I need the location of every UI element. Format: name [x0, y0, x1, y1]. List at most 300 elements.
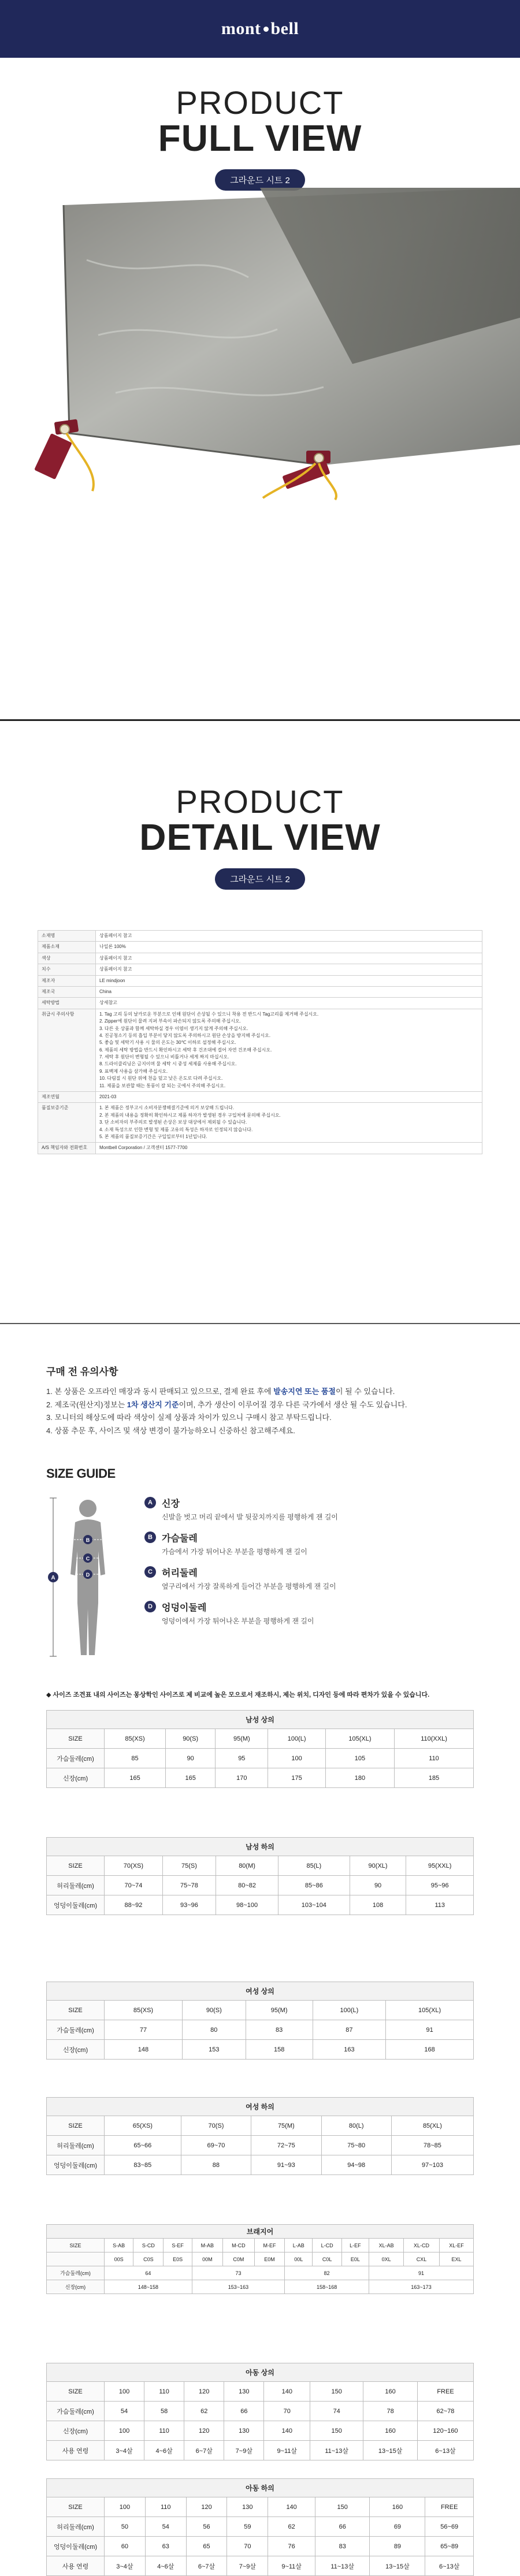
- size-table-head-cell: 100(L): [268, 1729, 325, 1749]
- spec-key: 품질보증기준: [38, 1103, 96, 1143]
- size-table-head-cell: 130: [224, 2382, 264, 2402]
- size-table: [46, 2363, 474, 2460]
- size-table-head-cell: 85(XL): [391, 2116, 473, 2136]
- size-table-cell: 110: [144, 2421, 184, 2441]
- size-table-cell: 신장(cm): [47, 2421, 105, 2441]
- size-measure-item: [144, 1496, 480, 1522]
- size-table-row: [47, 2266, 474, 2280]
- spec-key: 치수: [38, 964, 96, 975]
- size-table-head-cell: SIZE: [47, 1729, 105, 1749]
- size-table-caption: 남성 하의: [47, 1838, 474, 1856]
- size-table-cell: 100: [105, 2421, 144, 2441]
- logo-dot-icon: [263, 27, 269, 32]
- size-table-cell: 105: [325, 1749, 394, 1768]
- size-table-cell: 엉덩이둘레(cm): [47, 1895, 105, 1915]
- size-table-head-row: [47, 2001, 474, 2020]
- size-table-cell: 69: [370, 2517, 425, 2537]
- size-table-cell: 73: [192, 2266, 284, 2280]
- size-table-head-cell: 70(S): [181, 2116, 251, 2136]
- size-table: [46, 1837, 474, 1915]
- svg-text:D: D: [86, 1572, 90, 1578]
- size-table-cell: 83: [246, 2020, 313, 2040]
- size-table-head-cell: SIZE: [47, 1856, 105, 1876]
- size-table-head-row: [47, 1856, 474, 1876]
- size-measure-header: [144, 1531, 480, 1544]
- size-table-head-row: [47, 2497, 474, 2517]
- brand-header: [0, 0, 520, 58]
- size-table-cell: 62: [184, 2402, 224, 2421]
- size-table-head-cell: C0S: [133, 2252, 164, 2266]
- size-table-head-cell: 90(XL): [350, 1856, 406, 1876]
- size-table-cell: 11~13살: [315, 2556, 370, 2576]
- size-table-head-cell: 00M: [192, 2252, 222, 2266]
- size-table-cell: 148~158: [105, 2280, 192, 2294]
- size-table-cell: 66: [224, 2402, 264, 2421]
- size-table-caption-row: [47, 2363, 474, 2382]
- size-table-head-cell: E0M: [254, 2252, 284, 2266]
- size-table-cell: 78: [363, 2402, 418, 2421]
- size-table-cell: 88~92: [105, 1895, 163, 1915]
- size-table-head-cell: SIZE: [47, 2116, 105, 2136]
- size-table-cell: 가슴둘레(cm): [47, 2020, 105, 2040]
- size-table-cell: 80: [182, 2020, 246, 2040]
- size-table-row: [47, 2155, 474, 2175]
- size-table-head-cell: 160: [370, 2497, 425, 2517]
- size-table-head-cell: 160: [363, 2382, 418, 2402]
- size-table-cell: 95: [216, 1749, 268, 1768]
- size-measure-desc: 신발을 벗고 머리 끝에서 발 뒷꿈치까지를 평행하게 잰 길이: [162, 1513, 338, 1521]
- size-table-cell: 가슴둘레(cm): [47, 2266, 105, 2280]
- svg-text:A: A: [51, 1575, 55, 1581]
- size-table-head-cell: 75(S): [162, 1856, 216, 1876]
- spec-row: [38, 1092, 482, 1103]
- spec-value: 상품페이지 참고: [96, 953, 482, 964]
- size-table-caption: 여성 하의: [47, 2098, 474, 2116]
- size-table-head-cell: 75(M): [251, 2116, 321, 2136]
- size-measure-desc: 가슴에서 가장 튀어나온 부분을 평행하게 잰 길이: [162, 1548, 307, 1556]
- size-table-cell: 175: [268, 1768, 325, 1788]
- size-table-head-cell: 130: [227, 2497, 268, 2517]
- size-table-cell: 97~103: [391, 2155, 473, 2175]
- size-table-cell: 엉덩이둘레(cm): [47, 2537, 105, 2556]
- note-line-1: 1. 본 상품은 오프라인 매장과 동시 판매되고 있으므로, 결제 완료 후에 발송지연 또는 품절이 될 수 있습니다.: [46, 1386, 395, 1396]
- size-table-cell: 58: [144, 2402, 184, 2421]
- size-measure-name: 엉덩이둘레: [162, 1603, 207, 1613]
- size-table-cell: 60: [105, 2537, 146, 2556]
- size-table-head-cell: 120: [186, 2497, 227, 2517]
- spec-row: [38, 953, 482, 964]
- spec-row: [38, 975, 482, 986]
- size-table-cell: 94~98: [321, 2155, 391, 2175]
- size-table-cell: 9~11살: [264, 2441, 310, 2460]
- size-table-head-cell: [47, 2252, 105, 2266]
- size-measure-name: 신장: [162, 1499, 180, 1509]
- size-table-head-cell: 80(M): [216, 1856, 278, 1876]
- size-table-head-cell: FREE: [417, 2382, 473, 2402]
- size-table-caption-row: [47, 1838, 474, 1856]
- size-table-cell: 74: [310, 2402, 363, 2421]
- size-table-head-cell: 140: [268, 2497, 315, 2517]
- size-table-cell: 7~9살: [224, 2441, 264, 2460]
- size-table-cell: 59: [227, 2517, 268, 2537]
- size-table-cell: 62: [268, 2517, 315, 2537]
- size-measure-badge: B: [144, 1532, 156, 1543]
- size-measure-item: [144, 1531, 480, 1556]
- spec-value: Montbell Corporation / 고객센터 1577-7700: [96, 1143, 482, 1154]
- size-table-head-cell: 105(XL): [325, 1729, 394, 1749]
- body-silhouette-icon: [46, 1493, 116, 1661]
- size-table-cell: 54: [105, 2402, 144, 2421]
- size-table-caption-row: [47, 2098, 474, 2116]
- size-table-head-cell: E0S: [164, 2252, 192, 2266]
- size-table-row: [47, 2402, 474, 2421]
- size-table-head-cell: 80(L): [321, 2116, 391, 2136]
- size-table-cell: 75~80: [321, 2136, 391, 2155]
- spec-value: 1. 본 제품은 정부고시 소비자분쟁해결기준에 의거 보상해 드립니다. 2. 본 제품의 내용을 정확히 확인하시고 제품 하자가 발생된 경우 구입처에 문의해 주십시오. 3. 단 소비자의 부주의로 발생된 손상은 보상 대상에서 제외될 수 있습니다. 4. 소재 특성으로 인한 변형 및 제품 고유의 특성은 하자로 인정되지 않습니다. 5. 본 제품의 품질보증기간은 구입일로부터 1년입니다.: [96, 1103, 482, 1143]
- size-table-cell: 사용 연령: [47, 2556, 105, 2576]
- size-table-row: [47, 2421, 474, 2441]
- spec-value: 상품페이지 참고: [96, 964, 482, 975]
- spec-value: 상세참고: [96, 998, 482, 1009]
- size-table-head-cell: S-CD: [133, 2239, 164, 2252]
- size-table-row: [47, 2537, 474, 2556]
- size-table-row: [47, 1749, 474, 1768]
- size-table-cell: 163: [313, 2040, 386, 2060]
- size-table-head-cell: 95(XXL): [406, 1856, 474, 1876]
- size-table-row: [47, 1876, 474, 1895]
- size-table-cell: 신장(cm): [47, 2040, 105, 2060]
- size-table-cell: 93~96: [162, 1895, 216, 1915]
- size-table-cell: 3~4살: [105, 2556, 146, 2576]
- size-table-cell: 허리둘레(cm): [47, 2136, 105, 2155]
- size-table-head-cell: S-EF: [164, 2239, 192, 2252]
- size-table-head-cell: 00S: [105, 2252, 133, 2266]
- brand-logo: mont bell: [221, 19, 299, 38]
- spec-value: 상품페이지 참고: [96, 931, 482, 942]
- full-view-line2: FULL VIEW: [158, 117, 362, 159]
- size-table-cell: 163~173: [369, 2280, 474, 2294]
- size-table-cell: 4~6살: [144, 2441, 184, 2460]
- size-table-caption: 남성 상의: [47, 1711, 474, 1729]
- size-table-cell: 11~13살: [310, 2441, 363, 2460]
- size-table-head-row: [47, 1729, 474, 1749]
- size-table-head-cell: 110(XXL): [395, 1729, 474, 1749]
- size-table-row: [47, 1895, 474, 1915]
- size-table-cell: 62~78: [417, 2402, 473, 2421]
- size-table-row: [47, 2040, 474, 2060]
- spec-row: [38, 1009, 482, 1091]
- size-table-head-cell: 110: [144, 2382, 184, 2402]
- size-table-head-cell: SIZE: [47, 2497, 105, 2517]
- size-table-cell: 85~86: [278, 1876, 350, 1895]
- size-table-cell: 13~15살: [363, 2441, 418, 2460]
- size-table-cell: 80~82: [216, 1876, 278, 1895]
- size-table-cell: 120~160: [417, 2421, 473, 2441]
- size-table-cell: 64: [105, 2266, 192, 2280]
- size-table-cell: 90: [166, 1749, 216, 1768]
- size-table-head-cell: 90(S): [182, 2001, 246, 2020]
- size-table-cell: 76: [268, 2537, 315, 2556]
- size-table-cell: 75~78: [162, 1876, 216, 1895]
- size-table-cell: 가슴둘레(cm): [47, 2402, 105, 2421]
- size-table-head-cell: 95(M): [246, 2001, 313, 2020]
- size-table-cell: 50: [105, 2517, 146, 2537]
- size-guide-note: ◆ 사이즈 조견표 내의 사이즈는 몽상학인 사이즈로 제 비교에 높은 모으로서 재조하시, 제는 위치, 디자인 등에 따라 편차가 있을 수 있습니다.: [46, 1692, 430, 1698]
- size-table-cell: 158~168: [285, 2280, 369, 2294]
- size-table: [46, 1982, 474, 2060]
- size-measure-badge: A: [144, 1497, 156, 1508]
- size-table-caption-row: [47, 2479, 474, 2497]
- size-table-cell: 91~93: [251, 2155, 321, 2175]
- spec-key: 세탁방법: [38, 998, 96, 1009]
- spec-value: 2021-03: [96, 1092, 482, 1103]
- size-table-cell: 65~89: [425, 2537, 474, 2556]
- size-table-cell: 허리둘레(cm): [47, 1876, 105, 1895]
- size-table-head-cell: EXL: [439, 2252, 473, 2266]
- size-table-head-cell: C0M: [222, 2252, 254, 2266]
- note-line-3: 3. 모니터의 해상도에 따라 색상이 실제 상품과 차이가 있으니 구매시 참고 부탁드립니다.: [46, 1413, 332, 1422]
- size-measure-item: [144, 1566, 480, 1591]
- size-table-cell: 6~13살: [425, 2556, 474, 2576]
- size-table-cell: 83: [315, 2537, 370, 2556]
- size-table-head-cell: 100: [105, 2497, 146, 2517]
- spec-key: 색상: [38, 953, 96, 964]
- size-table-caption-row: [47, 1711, 474, 1729]
- size-table-cell: 140: [264, 2421, 310, 2441]
- size-table-caption-row: [47, 2225, 474, 2239]
- size-measure-desc: 엉덩이에서 가장 튀어나온 부분을 평행하게 잰 길이: [162, 1617, 314, 1625]
- size-table-cell: 6~7살: [184, 2441, 224, 2460]
- size-table-cell: 56~69: [425, 2517, 474, 2537]
- size-table-head-cell: 85(L): [278, 1856, 350, 1876]
- size-table-cell: 83~85: [105, 2155, 181, 2175]
- size-table-cell: 88: [181, 2155, 251, 2175]
- size-table: [46, 2224, 474, 2294]
- spec-value: LE mindjoon: [96, 975, 482, 986]
- detail-view-line2: DETAIL VIEW: [139, 816, 381, 858]
- detail-view-line1: PRODUCT: [176, 783, 344, 820]
- size-measure-header: [144, 1566, 480, 1579]
- size-table-head-cell: M-AB: [192, 2239, 222, 2252]
- size-table-cell: 65~66: [105, 2136, 181, 2155]
- size-table-head-cell: 100: [105, 2382, 144, 2402]
- size-measure-header: [144, 1496, 480, 1510]
- size-table-cell: 160: [363, 2421, 418, 2441]
- size-table-cell: 91: [369, 2266, 474, 2280]
- size-table-cell: 120: [184, 2421, 224, 2441]
- size-measure-header: [144, 1600, 480, 1614]
- spec-row: [38, 998, 482, 1009]
- size-table-cell: 6~7살: [186, 2556, 227, 2576]
- size-table-cell: 56: [186, 2517, 227, 2537]
- size-table-caption: 아동 상의: [47, 2363, 474, 2382]
- size-table-cell: 185: [395, 1768, 474, 1788]
- spec-key: 제조연월: [38, 1092, 96, 1103]
- size-table-head-cell: CXL: [404, 2252, 440, 2266]
- spec-key: 제품소재: [38, 942, 96, 953]
- purchase-notes: [46, 1363, 485, 1438]
- size-table-cell: 13~15살: [370, 2556, 425, 2576]
- size-table-cell: 170: [216, 1768, 268, 1788]
- spec-row: [38, 986, 482, 997]
- size-table-cell: 사용 연령: [47, 2441, 105, 2460]
- product-info-table: [38, 930, 482, 1154]
- size-table-head-cell: FREE: [425, 2497, 474, 2517]
- size-table-cell: 91: [386, 2020, 474, 2040]
- size-table-head-cell: L-EF: [341, 2239, 369, 2252]
- size-table-head-cell: E0L: [341, 2252, 369, 2266]
- size-table-cell: 7~9살: [227, 2556, 268, 2576]
- size-table-cell: 158: [246, 2040, 313, 2060]
- size-table-head-cell: 0XL: [369, 2252, 404, 2266]
- size-table-cell: 70: [227, 2537, 268, 2556]
- size-table-cell: 95~96: [406, 1876, 474, 1895]
- section-divider-2: [0, 1323, 520, 1324]
- size-measure-name: 허리둘레: [162, 1568, 198, 1578]
- size-table-cell: 6~13살: [417, 2441, 473, 2460]
- detail-view-title: [0, 783, 520, 890]
- size-table-cell: 113: [406, 1895, 474, 1915]
- size-table-cell: 150: [310, 2421, 363, 2441]
- size-table-cell: 153: [182, 2040, 246, 2060]
- size-measure-badge: D: [144, 1601, 156, 1612]
- size-table-cell: 신장(cm): [47, 2280, 105, 2294]
- size-table-cell: 70: [264, 2402, 310, 2421]
- size-table-head-row: [47, 2252, 474, 2266]
- size-table-head-cell: L-CD: [313, 2239, 341, 2252]
- size-table-head-row: [47, 2116, 474, 2136]
- size-table-head-cell: 100(L): [313, 2001, 386, 2020]
- spec-key: A/S 책임자와 전화번호: [38, 1143, 96, 1154]
- size-table-cell: 77: [105, 2020, 183, 2040]
- size-table-cell: 100: [268, 1749, 325, 1768]
- size-table-row: [47, 2441, 474, 2460]
- size-table-head-cell: 150: [310, 2382, 363, 2402]
- size-table-cell: 9~11살: [268, 2556, 315, 2576]
- size-table-head-cell: 65(XS): [105, 2116, 181, 2136]
- size-table-head-cell: XL-CD: [404, 2239, 440, 2252]
- size-table-cell: 69~70: [181, 2136, 251, 2155]
- size-table-head-cell: 00L: [285, 2252, 313, 2266]
- size-table-row: [47, 2517, 474, 2537]
- size-table-cell: 108: [350, 1895, 406, 1915]
- size-table: [46, 1710, 474, 1788]
- size-table-head-row: [47, 2239, 474, 2252]
- size-table-cell: 165: [105, 1768, 166, 1788]
- size-table-head-cell: 95(M): [216, 1729, 268, 1749]
- size-table-head-cell: 140: [264, 2382, 310, 2402]
- size-table-cell: 54: [145, 2517, 186, 2537]
- note-line-2: 2. 제조국(원산지)정보는 1차 생산지 기준이며, 추가 생산이 이루어질 경우 다른 국가에서 생산 될 수도 있습니다.: [46, 1400, 407, 1409]
- spec-row: [38, 1103, 482, 1143]
- spec-key: 제조국: [38, 986, 96, 997]
- size-table-cell: 엉덩이둘레(cm): [47, 2155, 105, 2175]
- size-table-cell: 180: [325, 1768, 394, 1788]
- spec-row: [38, 931, 482, 942]
- spec-value: China: [96, 986, 482, 997]
- size-table-cell: 98~100: [216, 1895, 278, 1915]
- svg-text:B: B: [86, 1537, 90, 1543]
- size-table-head-cell: S-AB: [105, 2239, 133, 2252]
- size-table-cell: 65: [186, 2537, 227, 2556]
- note-line-4: 4. 상품 추문 후, 사이즈 및 색상 변경이 불가능하오니 신중하신 참고해주세요.: [46, 1426, 295, 1435]
- full-view-line1: PRODUCT: [176, 84, 344, 121]
- size-measure-badge: C: [144, 1566, 156, 1578]
- size-table-head-cell: L-AB: [285, 2239, 313, 2252]
- size-table-cell: 85: [105, 1749, 166, 1768]
- size-table-cell: 78~85: [391, 2136, 473, 2155]
- svg-text:C: C: [86, 1556, 90, 1562]
- size-table-cell: 72~75: [251, 2136, 321, 2155]
- size-table-cell: 130: [224, 2421, 264, 2441]
- spec-row: [38, 1143, 482, 1154]
- size-table-head-cell: 105(XL): [386, 2001, 474, 2020]
- size-table-head-cell: 110: [145, 2497, 186, 2517]
- spec-key: 취급시 주의사항: [38, 1009, 96, 1091]
- size-table-cell: 82: [285, 2266, 369, 2280]
- spec-row: [38, 942, 482, 953]
- size-table-cell: 153~163: [192, 2280, 284, 2294]
- size-table-cell: 3~4살: [105, 2441, 144, 2460]
- size-table-head-row: [47, 2382, 474, 2402]
- section-divider: [0, 719, 520, 721]
- size-table-head-cell: 120: [184, 2382, 224, 2402]
- size-table-cell: 63: [145, 2537, 186, 2556]
- size-table-row: [47, 2136, 474, 2155]
- size-table-head-cell: 90(S): [166, 1729, 216, 1749]
- size-table: [46, 2478, 474, 2576]
- size-table-cell: 70~74: [105, 1876, 163, 1895]
- notes-title: 구매 전 유의사항: [46, 1366, 118, 1377]
- size-measure-desc: 옆구리에서 가장 잘록하게 들어간 부분을 평행하게 잰 길이: [162, 1582, 336, 1590]
- size-table-head-cell: C0L: [313, 2252, 341, 2266]
- size-table-row: [47, 2020, 474, 2040]
- spec-row: [38, 964, 482, 975]
- size-table-head-cell: 85(XS): [105, 1729, 166, 1749]
- size-table-head-cell: 150: [315, 2497, 370, 2517]
- spec-key: 제조자: [38, 975, 96, 986]
- size-table-cell: 66: [315, 2517, 370, 2537]
- product-full-image: [0, 144, 520, 503]
- spec-value: 나일론 100%: [96, 942, 482, 953]
- detail-view-product-pill: 그라운드 시트 2: [215, 868, 305, 890]
- size-table-row: [47, 2556, 474, 2576]
- size-table-cell: 110: [395, 1749, 474, 1768]
- size-measure-item: [144, 1600, 480, 1626]
- size-table-head-cell: 70(XS): [105, 1856, 163, 1876]
- size-table-cell: 89: [370, 2537, 425, 2556]
- size-table-caption: 여성 상의: [47, 1982, 474, 2001]
- size-table-head-cell: XL-EF: [439, 2239, 473, 2252]
- size-table-head-cell: XL-AB: [369, 2239, 404, 2252]
- size-table-cell: 165: [166, 1768, 216, 1788]
- size-table-caption: 브래지어: [47, 2225, 474, 2239]
- size-table-cell: 168: [386, 2040, 474, 2060]
- size-table: [46, 2097, 474, 2175]
- spec-value: 1. Tag 고리 등의 날카로운 부분으로 인해 원단이 손상될 수 있으니 착용 전 반드시 Tag고리를 제거해 주십시오. 2. Zipper에 원단이 물려 지퍼 부속이 파손되지 않도록 주의해 주십시오. 3. 다른 옷 상품과 함께 세탁하실 경우 이염이 생기지 않게 주의해 주십시오. 4. 진공청소기 등의 흡입 부분이 닿지 않도록 주의하시고 원단 손상을 방지해 주십시오. 5. 좋습 및 세탁기 사용 시 물의 온도는 30℃ 이하로 설정해 주십시오. 6. 제품의 세탁 방법을 반드시 확인하시고 세탁 후 건조대에 걸어 자연 건조해 주십시오. 7. 세탁 후 원단이 변형될 수 있으니 비틀거나 세게 짜지 마십시오. 8. 드라이클리닝은 금지이며 물 세탁 시 중성 세제를 사용해 주십시오. 9. 표백제 사용을 삼가해 주십시오. 10. 다림질 시 원단 위에 천을 덮고 낮은 온도로 다려 주십시오. 11. 제품을 보관할 때는 통풍이 잘 되는 곳에서 주의해 주십시오.: [96, 1009, 482, 1091]
- size-table-head-cell: 85(XS): [105, 2001, 183, 2020]
- size-table-cell: 신장(cm): [47, 1768, 105, 1788]
- size-guide-title: SIZE GUIDE: [46, 1466, 116, 1481]
- size-table-caption: 아동 하의: [47, 2479, 474, 2497]
- size-table-caption-row: [47, 1982, 474, 2001]
- size-table-head-cell: M-CD: [222, 2239, 254, 2252]
- full-view-product-pill: 그라운드 시트 2: [215, 169, 305, 191]
- size-table-head-cell: SIZE: [47, 2001, 105, 2020]
- size-table-cell: 4~6살: [145, 2556, 186, 2576]
- size-measure-name: 가슴둘레: [162, 1534, 198, 1544]
- size-table-row: [47, 1768, 474, 1788]
